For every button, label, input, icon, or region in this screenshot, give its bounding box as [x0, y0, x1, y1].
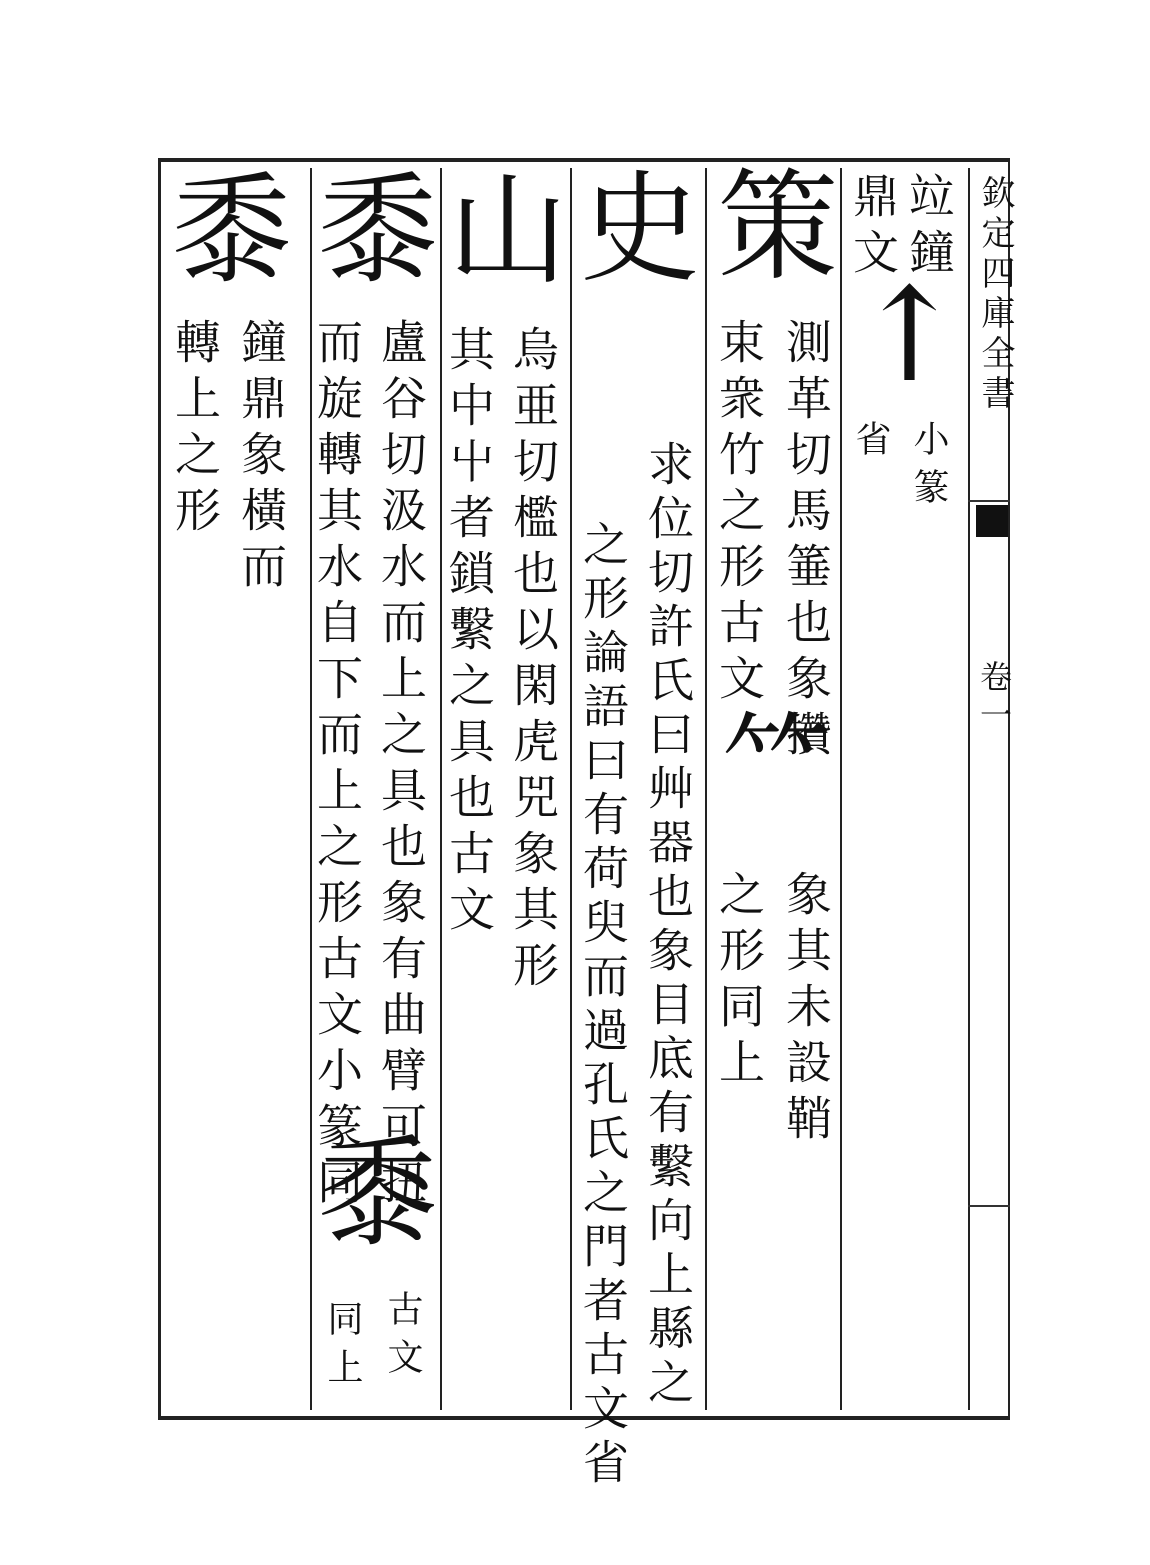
seal-character: 𥫗 — [722, 701, 832, 829]
book-title: 欽定四庫全書 — [975, 175, 1015, 415]
column-rule — [840, 168, 842, 1410]
fishtail-mark — [976, 505, 1008, 537]
gloss-text: 之形同上 — [712, 870, 766, 1094]
gloss-text: 求位切許氏曰艸器也象目底有繫向上縣之 — [641, 440, 695, 1412]
seal-character: 黍 — [318, 162, 438, 301]
column-rule — [705, 168, 707, 1410]
note-text: 古文 — [382, 1290, 423, 1386]
gloss-text: 象其未設鞘 — [779, 870, 833, 1150]
volume-number: 卷一 — [975, 660, 1013, 736]
gloss-text: 束衆竹之形古文 — [712, 318, 766, 710]
gloss-text: 測革切馬箠也象攢 — [779, 318, 833, 766]
seal-character: 黍 — [172, 162, 292, 301]
seal-character: ↑ — [855, 259, 964, 411]
seal-character: 黍 — [318, 1125, 438, 1264]
gloss-text: 烏亜切檻也以閑虎兕象其形 — [506, 325, 560, 997]
note-text: 同上 — [322, 1300, 363, 1396]
column-rule — [570, 168, 572, 1410]
entry-heading: 竝鐘 — [902, 172, 956, 284]
margin-rule — [968, 500, 1010, 502]
gloss-text: 鐘鼎象橫而 — [234, 318, 288, 598]
seal-character: 策 — [718, 158, 838, 297]
seal-character: 山 — [448, 162, 568, 301]
column-rule — [968, 168, 970, 1410]
seal-character: 史 — [580, 160, 700, 299]
margin-rule — [968, 1205, 1010, 1207]
gloss-text: 轉上之形 — [168, 318, 222, 542]
gloss-text: 之形論語曰有荷臾而過孔氏之門者古文省 — [576, 520, 630, 1492]
entry-heading-2: 鼎文 — [846, 172, 900, 284]
note-text: 小篆 — [908, 420, 949, 516]
gloss-text: 而旋轉其水自下而上之形古文小篆同 — [310, 318, 364, 1214]
gloss-text: 盧谷切汲水而上之具也象有曲臂可扭 — [374, 318, 428, 1214]
note-text: 省 — [850, 420, 891, 468]
gloss-text: 其中屮者鎖繫之具也古文 — [442, 325, 496, 941]
